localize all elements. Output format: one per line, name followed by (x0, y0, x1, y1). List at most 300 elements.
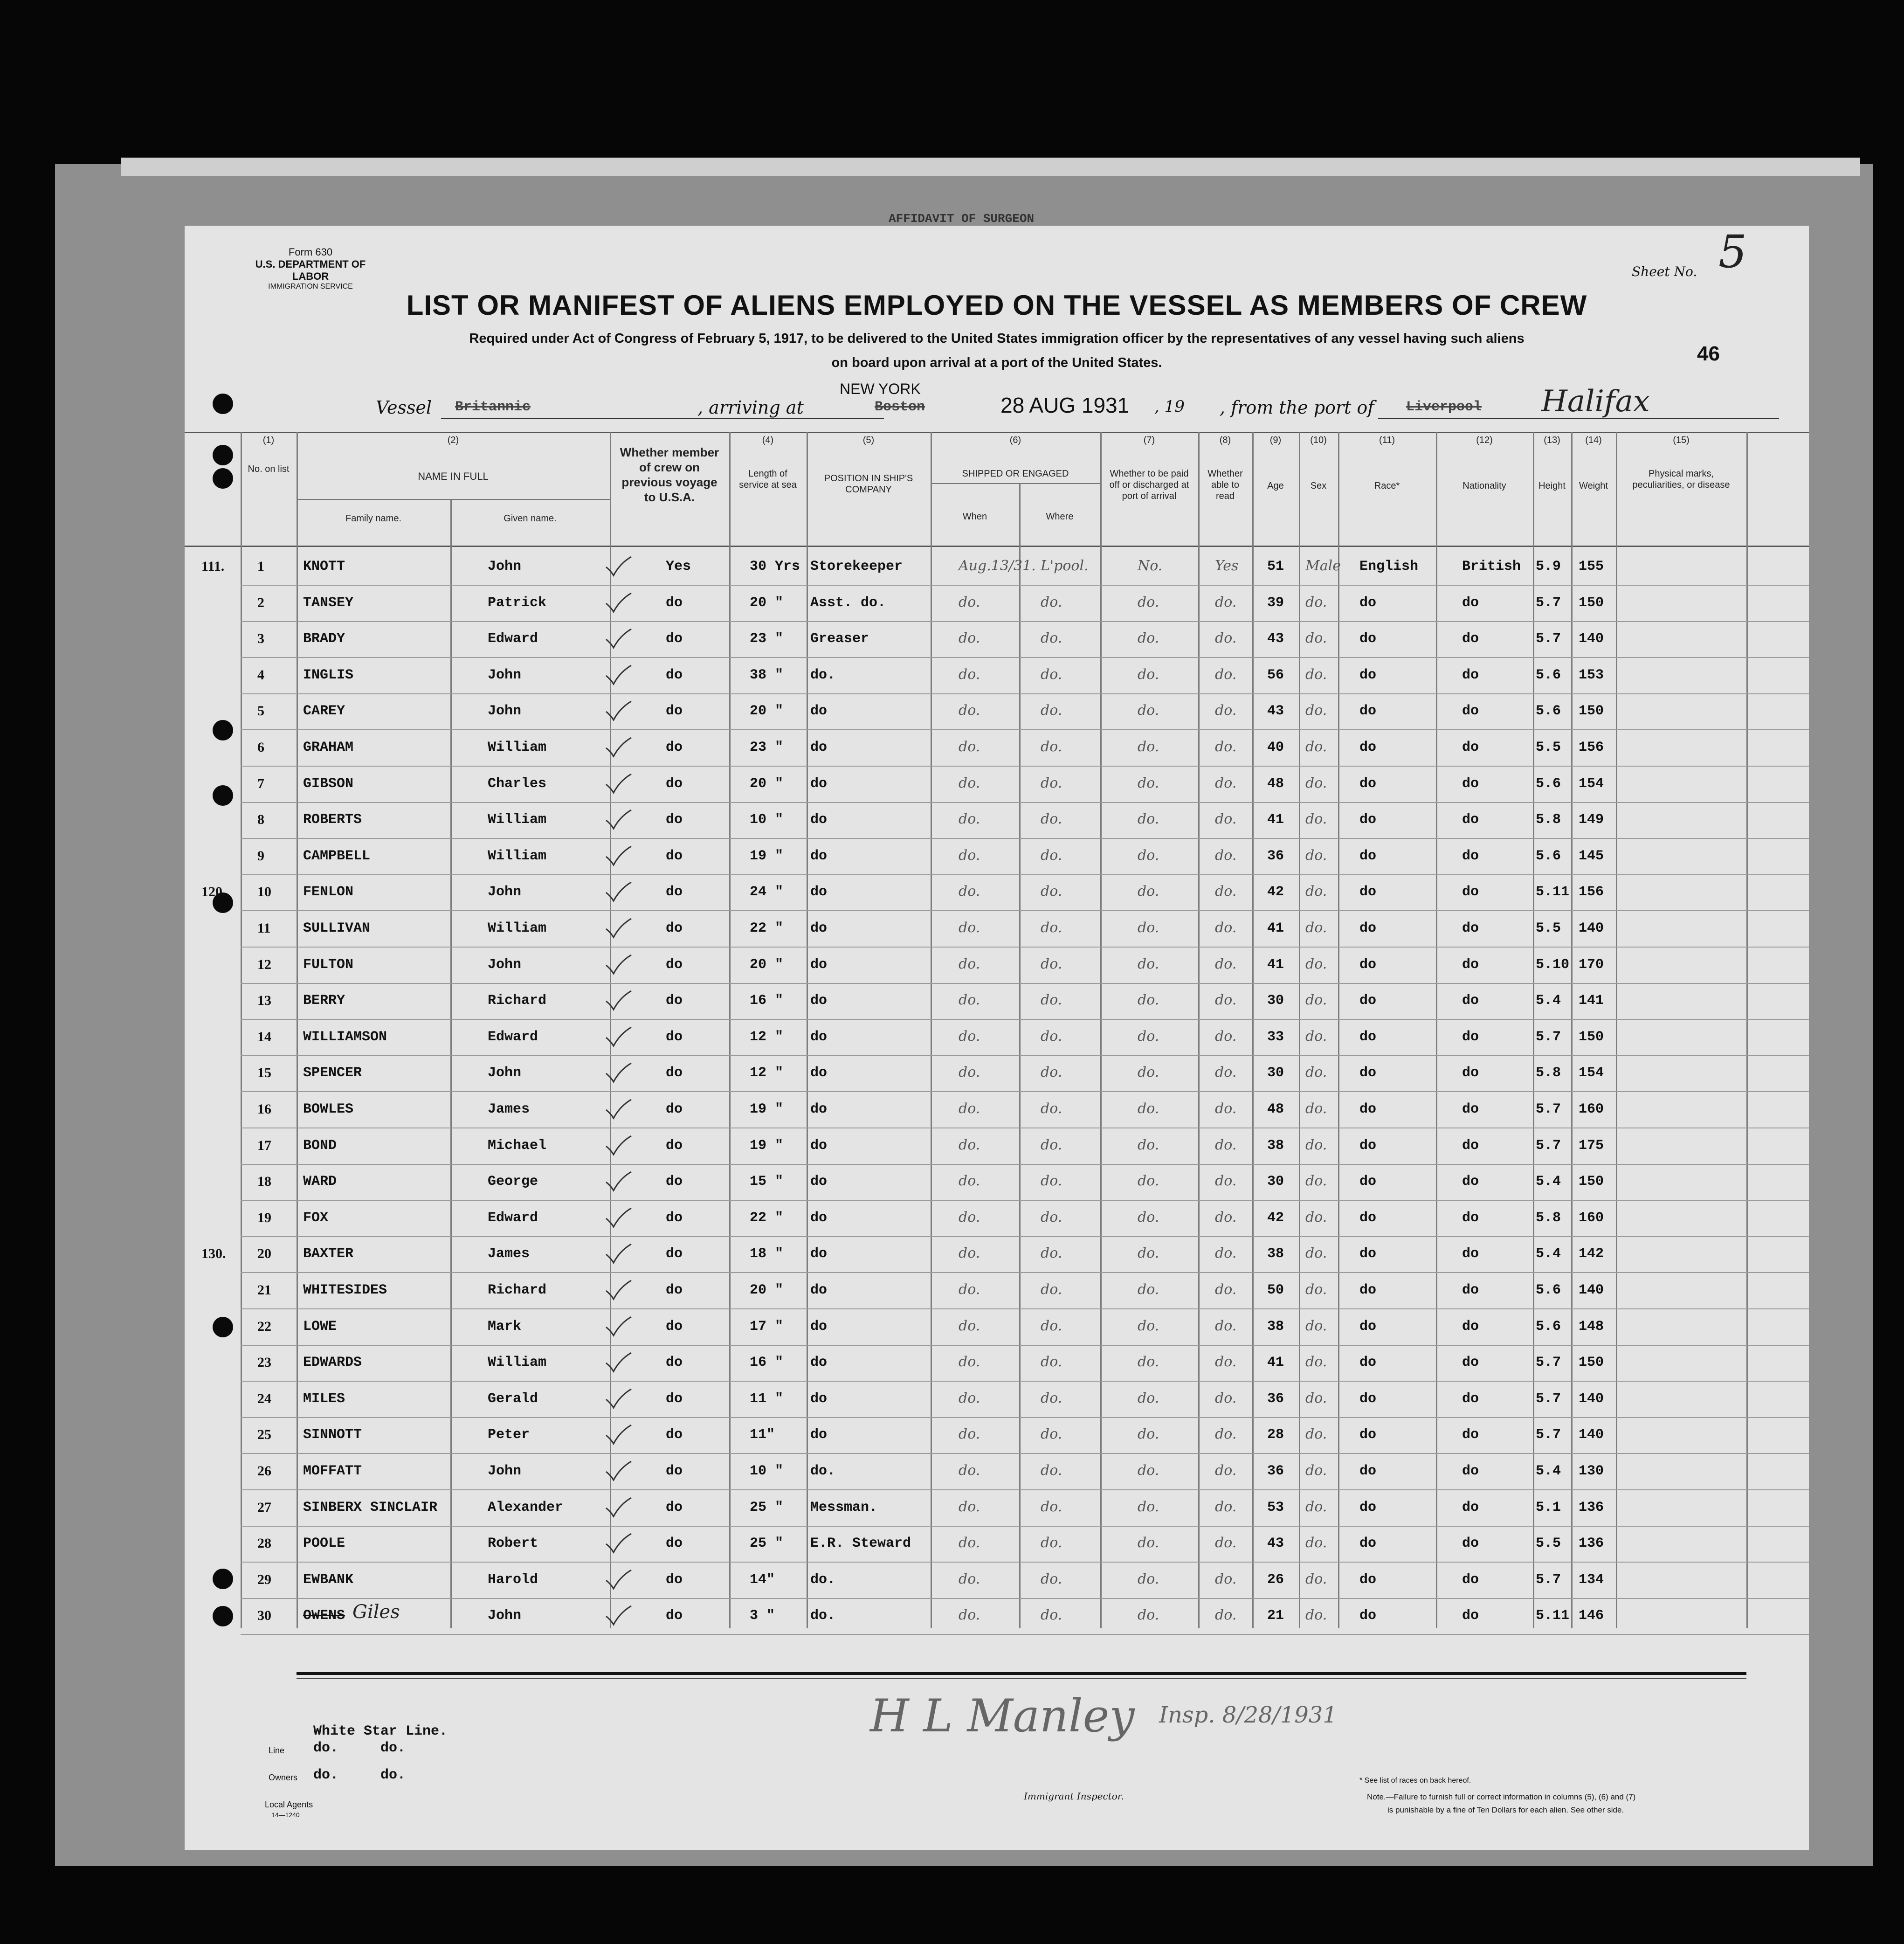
paid-off: do. (1138, 1173, 1159, 1190)
paid-off: do. (1138, 883, 1159, 900)
shipped-when: do. (959, 1462, 980, 1479)
position: do (810, 1391, 828, 1407)
row-rule (241, 585, 1809, 586)
able-to-read: do. (1215, 1028, 1237, 1045)
crew-row (185, 878, 1809, 913)
previous-voyage: do (666, 740, 683, 755)
previous-voyage: do (666, 631, 683, 647)
shipped-where: do. (1041, 883, 1062, 900)
row-rule (241, 1055, 1809, 1056)
family-name: MILES (303, 1391, 345, 1407)
shipped-when: do. (959, 630, 980, 647)
height: 5.6 (1536, 667, 1561, 683)
given-name: Gerald (488, 1391, 538, 1407)
age: 38 (1267, 1137, 1284, 1154)
owners-ditto-1: do. (313, 1767, 339, 1783)
year-label: , 19 (1154, 397, 1185, 416)
previous-voyage: do (666, 812, 683, 828)
position: do. (810, 1463, 836, 1479)
nationality: do (1462, 1282, 1479, 1298)
previous-voyage: do (666, 1499, 683, 1515)
port-underline (1378, 418, 1779, 419)
row-number: 15 (257, 1065, 271, 1081)
paid-off: do. (1138, 594, 1159, 610)
sex: do. (1305, 1136, 1327, 1153)
shipped-when: do. (959, 920, 980, 936)
family-name: GRAHAM (303, 740, 354, 755)
height: 5.9 (1536, 559, 1561, 574)
sex: do. (1305, 1570, 1327, 1587)
height: 5.4 (1536, 1246, 1561, 1262)
checkmark-icon (604, 953, 632, 975)
able-to-read: do. (1215, 847, 1237, 864)
position: do (810, 1427, 828, 1443)
sex: do. (1305, 702, 1327, 719)
col-num-4: (4) (762, 435, 774, 445)
previous-voyage: do (666, 667, 683, 683)
weight: 155 (1579, 559, 1604, 574)
weight: 136 (1579, 1499, 1604, 1515)
nationality: do (1462, 1101, 1479, 1117)
height: 5.4 (1536, 1174, 1561, 1190)
owners-label: Owners (269, 1773, 298, 1782)
length-of-service: 38 " (750, 667, 784, 683)
row-number: 12 (257, 956, 271, 972)
checkmark-icon (604, 844, 632, 867)
length-of-service: 25 " (750, 1499, 784, 1515)
row-number: 2 (257, 595, 264, 610)
sex: do. (1305, 811, 1327, 828)
crew-row (185, 1384, 1809, 1420)
race: do (1359, 1137, 1377, 1154)
row-number: 5 (257, 703, 264, 719)
height: 5.5 (1536, 740, 1561, 755)
row-number: 13 (257, 993, 271, 1009)
position: do (810, 1246, 828, 1262)
age: 43 (1267, 703, 1284, 719)
given-name: Alexander (488, 1499, 564, 1515)
company-name: White Star Line. (313, 1723, 448, 1739)
checkmark-icon (604, 591, 632, 614)
col-height: Height (1538, 481, 1566, 491)
sex: do. (1305, 739, 1327, 755)
paid-off: do. (1138, 739, 1159, 755)
length-of-service: 20 " (750, 703, 784, 719)
row-number: 6 (257, 740, 264, 755)
sex: do. (1305, 847, 1327, 864)
previous-voyage: do (666, 1246, 683, 1262)
able-to-read: Yes (1215, 558, 1239, 574)
col-num-2: (2) (447, 435, 459, 445)
crew-row (185, 769, 1809, 805)
race: do (1359, 920, 1377, 936)
sex: do. (1305, 1028, 1327, 1045)
crew-row (185, 1312, 1809, 1348)
race: do (1359, 775, 1377, 792)
checkmark-icon (604, 1568, 632, 1591)
nationality: do (1462, 775, 1479, 792)
race: do (1359, 848, 1377, 864)
height: 5.6 (1536, 775, 1561, 792)
row-rule (241, 1489, 1809, 1490)
family-name: BAXTER (303, 1246, 354, 1262)
col-num-15: (15) (1673, 435, 1690, 445)
date-stamp: 28 AUG 1931 (1000, 393, 1130, 417)
height: 5.8 (1536, 812, 1561, 828)
length-of-service: 3 " (750, 1608, 775, 1624)
sex: do. (1305, 920, 1327, 936)
family-name: SULLIVAN (303, 920, 371, 936)
age: 40 (1267, 740, 1284, 755)
age: 41 (1267, 920, 1284, 936)
family-name: FENLON (303, 884, 354, 900)
row-rule (241, 1634, 1809, 1635)
family-name: TANSEY (303, 595, 354, 611)
subtitle-line-1: Required under Act of Congress of February 5, 1917, to be delivered to the United States immigration officer by the representatives of any vessel having such aliens (469, 331, 1525, 346)
race: do (1359, 1463, 1377, 1479)
previous-voyage: do (666, 595, 683, 611)
sex: do. (1305, 1245, 1327, 1262)
row-number: 29 (257, 1571, 271, 1587)
shipped-where: do. (1041, 1390, 1062, 1406)
row-rule (241, 910, 1809, 911)
sex: do. (1305, 1317, 1327, 1334)
nationality: do (1462, 1463, 1479, 1479)
weight: 140 (1579, 1282, 1604, 1298)
sex: do. (1305, 1535, 1327, 1551)
previous-voyage: do (666, 1427, 683, 1443)
row-number: 16 (257, 1101, 271, 1117)
height: 5.6 (1536, 848, 1561, 864)
previous-voyage: do (666, 1608, 683, 1624)
checkmark-icon (604, 880, 632, 903)
checkmark-icon (604, 1532, 632, 1554)
checkmark-icon (604, 736, 632, 758)
height: 5.5 (1536, 1536, 1561, 1552)
sex: do. (1305, 666, 1327, 683)
weight: 136 (1579, 1536, 1604, 1552)
department: U.S. DEPARTMENT OF LABOR (255, 258, 366, 282)
able-to-read: do. (1215, 1498, 1237, 1515)
checkmark-icon (604, 1315, 632, 1337)
sex: do. (1305, 1607, 1327, 1624)
previous-voyage: Yes (666, 559, 691, 574)
shipped-when: do. (959, 811, 980, 828)
race: do (1359, 1355, 1377, 1371)
length-of-service: 18 " (750, 1246, 784, 1262)
able-to-read: do. (1215, 1209, 1237, 1225)
vessel-label: Vessel (376, 397, 432, 418)
crew-row (185, 1167, 1809, 1203)
length-of-service: 20 " (750, 956, 784, 973)
race: do (1359, 1210, 1377, 1226)
nationality: do (1462, 1608, 1479, 1624)
able-to-read: do. (1215, 955, 1237, 972)
age: 48 (1267, 775, 1284, 792)
paid-off: do. (1138, 630, 1159, 647)
sheet-number: 5 (1718, 226, 1747, 278)
sex: do. (1305, 1354, 1327, 1370)
able-to-read: do. (1215, 702, 1237, 719)
position: Asst. do. (810, 595, 886, 611)
shipped-where: do. (1041, 1426, 1062, 1443)
length-of-service: 19 " (750, 1101, 784, 1117)
row-number: 22 (257, 1318, 271, 1334)
crew-row (185, 1276, 1809, 1311)
col-sex: Sex (1310, 481, 1327, 491)
position: do (810, 1174, 828, 1190)
row-number: 30 (257, 1608, 271, 1624)
end-rule-thin (297, 1678, 1746, 1679)
manifest-title: LIST OR MANIFEST OF ALIENS EMPLOYED ON THE VESSEL AS MEMBERS OF CREW (406, 290, 1587, 321)
shipped-where: do. (1041, 1498, 1062, 1515)
port-handwritten: Halifax (1541, 384, 1650, 419)
given-name: George (488, 1174, 538, 1190)
given-name: John (488, 884, 522, 900)
able-to-read: do. (1215, 1535, 1237, 1551)
weight: 150 (1579, 1174, 1604, 1190)
weight: 148 (1579, 1318, 1604, 1335)
length-of-service: 24 " (750, 884, 784, 900)
sex: Male (1305, 558, 1341, 574)
position: E.R. Steward (810, 1536, 911, 1552)
position: do (810, 740, 828, 755)
sex: do. (1305, 1100, 1327, 1117)
height: 5.6 (1536, 1318, 1561, 1335)
age: 38 (1267, 1318, 1284, 1335)
family-name: MOFFATT (303, 1463, 362, 1479)
nationality: do (1462, 631, 1479, 647)
race: English (1359, 559, 1419, 574)
nationality: do (1462, 1210, 1479, 1226)
checkmark-icon (604, 627, 632, 650)
row-rule (241, 838, 1809, 839)
previous-voyage: do (666, 1174, 683, 1190)
race: do (1359, 703, 1377, 719)
height: 5.8 (1536, 1210, 1561, 1226)
age: 41 (1267, 1355, 1284, 1371)
given-name: Charles (488, 775, 547, 792)
inspector-label: Immigrant Inspector. (1024, 1791, 1124, 1802)
col-num-11: (11) (1379, 435, 1395, 445)
shipped-where: do. (1041, 1462, 1062, 1479)
height: 5.11 (1536, 1608, 1570, 1624)
given-name: John (488, 956, 522, 973)
nationality: British (1462, 559, 1521, 574)
paid-off: do. (1138, 1535, 1159, 1551)
able-to-read: do. (1215, 1354, 1237, 1370)
agents-label: Local Agents (265, 1800, 313, 1809)
shipped-when: do. (959, 702, 980, 719)
given-name: Robert (488, 1536, 538, 1552)
given-name: William (488, 740, 547, 755)
row-rule (241, 947, 1809, 948)
previous-voyage: do (666, 1536, 683, 1552)
shipped-when: do. (959, 1317, 980, 1334)
height: 5.6 (1536, 703, 1561, 719)
given-name: James (488, 1246, 530, 1262)
position: do (810, 1355, 828, 1371)
sex: do. (1305, 594, 1327, 610)
weight: 154 (1579, 1065, 1604, 1081)
height: 5.7 (1536, 595, 1561, 611)
checkmark-icon (604, 1423, 632, 1446)
sex: do. (1305, 775, 1327, 791)
age: 51 (1267, 559, 1284, 574)
col-no-on-list: No. on list (248, 464, 290, 474)
shipped-where: do. (1041, 1100, 1062, 1117)
age: 41 (1267, 812, 1284, 828)
col-num-9: (9) (1269, 435, 1282, 445)
family-name: SPENCER (303, 1065, 362, 1081)
paid-off: do. (1138, 955, 1159, 972)
crew-row (185, 1493, 1809, 1529)
shipped-where: do. (1041, 1354, 1062, 1370)
col-name-in-full: NAME IN FULL (418, 470, 489, 482)
row-rule (241, 1526, 1809, 1527)
line-label: Line (269, 1746, 285, 1755)
weight: 153 (1579, 667, 1604, 683)
end-rule (297, 1672, 1746, 1675)
weight: 150 (1579, 1355, 1604, 1371)
shipped-where: do. (1041, 992, 1062, 1009)
given-name: Harold (488, 1571, 538, 1588)
row-rule (241, 1164, 1809, 1165)
manifest-page (185, 212, 1809, 1850)
crew-row (185, 1239, 1809, 1275)
crew-row (185, 1420, 1809, 1456)
family-name: SINNOTT (303, 1427, 362, 1443)
paid-off: do. (1138, 666, 1159, 683)
row-rule (241, 1453, 1809, 1454)
sex: do. (1305, 1390, 1327, 1406)
col-num-1: (1) (262, 435, 275, 445)
able-to-read: do. (1215, 1317, 1237, 1334)
nationality: do (1462, 1427, 1479, 1443)
header-bottom-rule (185, 546, 1809, 547)
punch-hole (213, 445, 233, 465)
row-number: 26 (257, 1463, 271, 1479)
shipped-when: do. (959, 1390, 980, 1406)
crew-row (185, 697, 1809, 732)
family-name-handwritten: Giles (352, 1601, 400, 1623)
row-rule (241, 621, 1809, 622)
crew-row (185, 1457, 1809, 1492)
family-name: BERRY (303, 993, 345, 1009)
position: do (810, 920, 828, 936)
position: Storekeeper (810, 559, 903, 574)
age: 36 (1267, 1391, 1284, 1407)
shipped-when: do. (959, 1209, 980, 1225)
weight: 156 (1579, 884, 1604, 900)
top-label: AFFIDAVIT OF SURGEON (889, 212, 1035, 226)
checkmark-icon (604, 555, 632, 577)
owners-ditto-2: do. (380, 1767, 406, 1783)
shipped-where: do. (1041, 1317, 1062, 1334)
able-to-read: do. (1215, 1245, 1237, 1262)
previous-voyage: do (666, 993, 683, 1009)
checkmark-icon (604, 1206, 632, 1229)
race: do (1359, 595, 1377, 611)
position: do (810, 848, 828, 864)
shipped-when: do. (959, 1354, 980, 1370)
previous-voyage: do (666, 1137, 683, 1154)
row-rule (241, 693, 1809, 694)
weight: 141 (1579, 993, 1604, 1009)
race: do (1359, 1608, 1377, 1624)
able-to-read: do. (1215, 811, 1237, 828)
position: do (810, 1065, 828, 1081)
age: 36 (1267, 1463, 1284, 1479)
row-number: 8 (257, 812, 264, 828)
race: do (1359, 1499, 1377, 1515)
crew-row (185, 950, 1809, 986)
shipped-where: do. (1041, 920, 1062, 936)
given-name: Edward (488, 631, 538, 647)
nationality: do (1462, 1571, 1479, 1588)
family-name: KNOTT (303, 559, 345, 574)
family-name: ROBERTS (303, 812, 362, 828)
weight: 160 (1579, 1101, 1604, 1117)
shipped-where: do. (1041, 739, 1062, 755)
able-to-read: do. (1215, 739, 1237, 755)
nationality: do (1462, 1536, 1479, 1552)
checkmark-icon (604, 1496, 632, 1518)
line-ditto-2: do. (380, 1740, 406, 1756)
race: do (1359, 631, 1377, 647)
paid-off: do. (1138, 1607, 1159, 1624)
age: 39 (1267, 595, 1284, 611)
position: do (810, 993, 828, 1009)
nationality: do (1462, 884, 1479, 900)
length-of-service: 19 " (750, 1137, 784, 1154)
height: 5.7 (1536, 1571, 1561, 1588)
given-name: John (488, 667, 522, 683)
paid-off: do. (1138, 811, 1159, 828)
height: 5.7 (1536, 1427, 1561, 1443)
paid-off: do. (1138, 1426, 1159, 1443)
shipped-where: do. (1041, 666, 1062, 683)
shipped-when: Aug.13/31. (959, 558, 1036, 574)
col-able-read: Whether able to read (1207, 469, 1243, 501)
position: do (810, 1029, 828, 1045)
able-to-read: do. (1215, 1390, 1237, 1406)
family-name: POOLE (303, 1536, 345, 1552)
nationality: do (1462, 920, 1479, 936)
height: 5.7 (1536, 1101, 1561, 1117)
col-num-14: (14) (1585, 435, 1602, 445)
shipped-where: do. (1041, 1028, 1062, 1045)
row-number: 27 (257, 1499, 271, 1515)
position: do. (810, 1608, 836, 1624)
shipped-when: do. (959, 1426, 980, 1443)
shipped-when: do. (959, 775, 980, 791)
given-name: Richard (488, 993, 547, 1009)
col-race: Race* (1374, 481, 1400, 491)
length-of-service: 10 " (750, 812, 784, 828)
shipped-where: do. (1041, 1535, 1062, 1551)
row-rule (241, 1091, 1809, 1092)
row-number: 9 (257, 848, 264, 864)
shipped-when: do. (959, 1245, 980, 1262)
position: Messman. (810, 1499, 878, 1515)
row-rule (241, 874, 1809, 875)
sex: do. (1305, 1173, 1327, 1190)
able-to-read: do. (1215, 883, 1237, 900)
paid-off: do. (1138, 1100, 1159, 1117)
length-of-service: 11 " (750, 1391, 784, 1407)
nationality: do (1462, 703, 1479, 719)
